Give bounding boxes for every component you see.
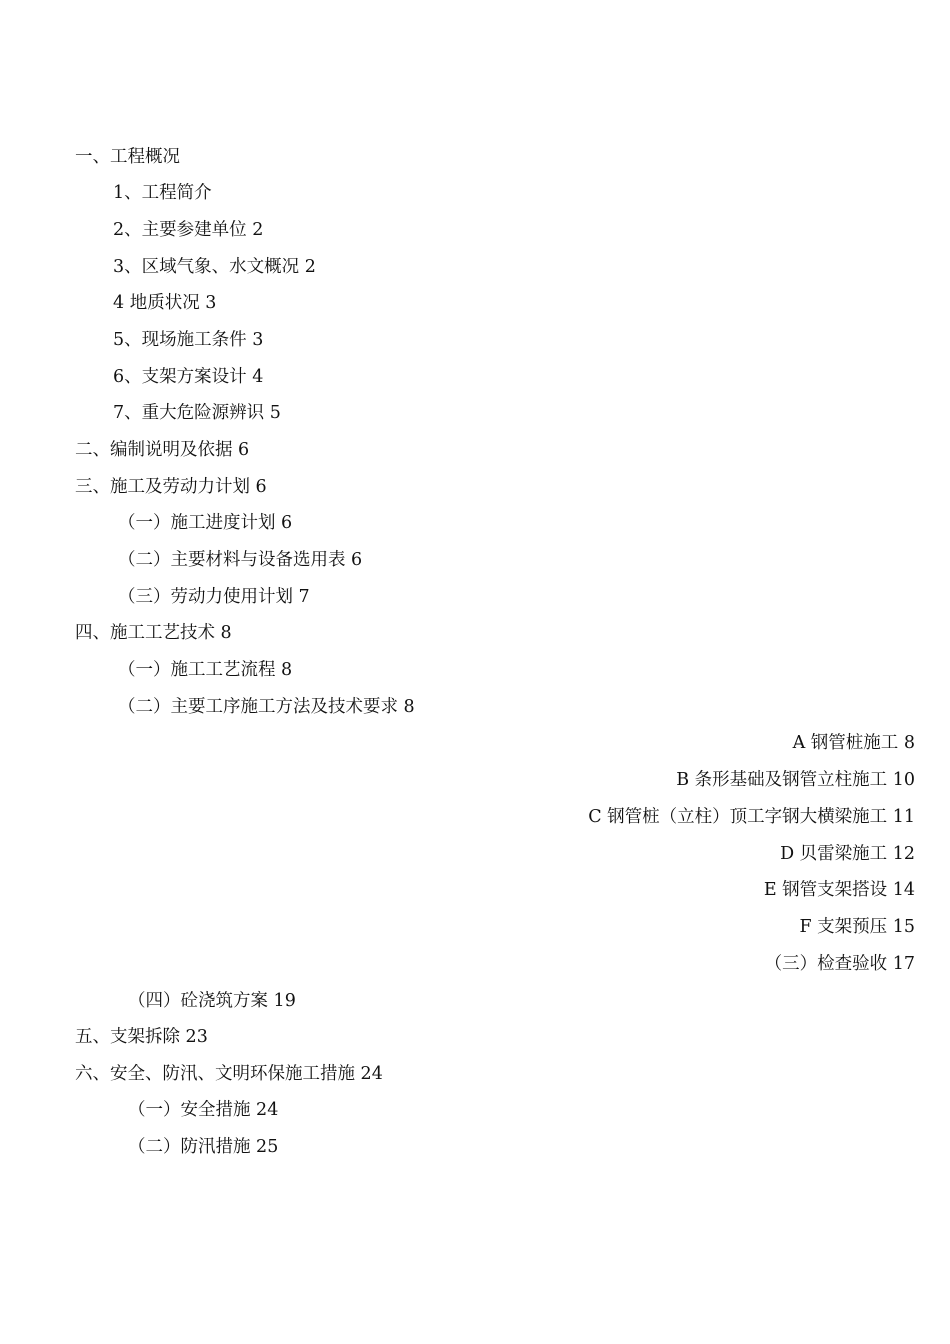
- toc-entry-4-1[interactable]: （一）施工工艺流程 8: [118, 660, 293, 680]
- toc-entry-section-6[interactable]: 六、安全、防汛、文明环保施工措施 24: [75, 1064, 383, 1084]
- toc-entry-3-2[interactable]: （二）主要材料与设备选用表 6: [118, 550, 363, 570]
- toc-entry-4-2[interactable]: （二）主要工序施工方法及技术要求 8: [118, 697, 415, 717]
- toc-entry-section-1[interactable]: 一、工程概况: [75, 147, 180, 167]
- toc-entry-1-2[interactable]: 2、主要参建单位 2: [113, 220, 264, 240]
- toc-entry-3-1[interactable]: （一）施工进度计划 6: [118, 513, 293, 533]
- toc-entry-6-2[interactable]: （二）防汛措施 25: [128, 1137, 279, 1157]
- toc-entry-1-3[interactable]: 3、区域气象、水文概况 2: [113, 257, 316, 277]
- toc-entry-4-3[interactable]: （三）检查验收 17: [764, 954, 915, 974]
- toc-entry-section-5[interactable]: 五、支架拆除 23: [75, 1027, 208, 1047]
- toc-entry-4-2-b[interactable]: B 条形基础及钢管立柱施工 10: [676, 770, 915, 790]
- toc-entry-6-1[interactable]: （一）安全措施 24: [128, 1100, 279, 1120]
- toc-entry-1-7[interactable]: 7、重大危险源辨识 5: [113, 403, 281, 423]
- toc-entry-4-4[interactable]: （四）砼浇筑方案 19: [128, 991, 296, 1011]
- toc-entry-1-6[interactable]: 6、支架方案设计 4: [113, 367, 264, 387]
- toc-entry-4-2-f[interactable]: F 支架预压 15: [799, 917, 915, 937]
- toc-entry-section-3[interactable]: 三、施工及劳动力计划 6: [75, 477, 267, 497]
- toc-entry-section-4[interactable]: 四、施工工艺技术 8: [75, 623, 232, 643]
- toc-entry-1-4[interactable]: 4 地质状况 3: [113, 293, 217, 313]
- toc-entry-4-2-d[interactable]: D 贝雷梁施工 12: [780, 844, 915, 864]
- toc-entry-4-2-a[interactable]: A 钢管桩施工 8: [792, 733, 915, 753]
- toc-entry-1-1[interactable]: 1、工程简介: [113, 183, 212, 203]
- toc-entry-4-2-c[interactable]: C 钢管桩（立柱）顶工字钢大横梁施工 11: [588, 807, 915, 827]
- toc-entry-section-2[interactable]: 二、编制说明及依据 6: [75, 440, 250, 460]
- toc-entry-4-2-e[interactable]: E 钢管支架搭设 14: [763, 880, 915, 900]
- toc-entry-3-3[interactable]: （三）劳动力使用计划 7: [118, 587, 310, 607]
- toc-entry-1-5[interactable]: 5、现场施工条件 3: [113, 330, 264, 350]
